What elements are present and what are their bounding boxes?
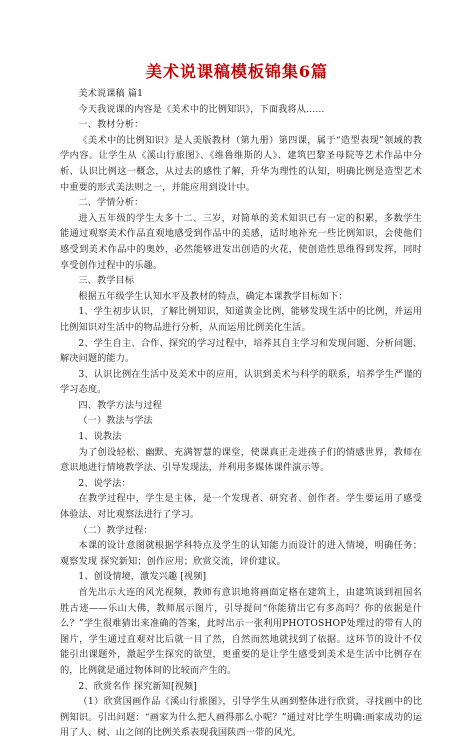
sub-heading: （二）教学过程： bbox=[78, 524, 153, 536]
document-body bbox=[60, 86, 422, 741]
section-heading: 三、教学目标 bbox=[78, 275, 135, 287]
sub-heading: 2、欣赏名作 探究新知[视频] bbox=[78, 680, 197, 692]
sub-heading: （一）教法与学法 bbox=[78, 415, 153, 427]
section-heading: 四、教学方法与过程 bbox=[78, 399, 162, 411]
paragraph: 进入五年级的学生大多十二、三岁，对简单的美术知识已有一定的积累，多数学生能通过观察美术作品直观地感受到作品中的美感，适时地补充一些比例知识，会使他们感受到美术作品中的奥妙，必然能够进发出创造的火花，使创造性思维得到发挥，同时享受创作过程中的乐趣。 bbox=[60, 212, 422, 271]
section-heading: 二、学情分析： bbox=[78, 197, 144, 209]
section-heading: 一、教材分析： bbox=[78, 119, 144, 131]
document-title: 美术说课稿模板锦集6篇 bbox=[145, 62, 329, 81]
sub-heading: 1、创设情境，激发兴趣 [视频] bbox=[78, 571, 207, 583]
paragraph: 为了创设轻松、幽默、充满智慧的课堂，使课真正走进孩子们的情感世界，教师在意识地进行情境教学法、引导发现法，并利用多媒体课件演示等。 bbox=[60, 446, 422, 474]
section-heading: 美术说课稿 篇1 bbox=[78, 88, 144, 99]
paragraph: 今天我说课的内容是《美术中的比例知识》，下面我将从…… bbox=[78, 103, 325, 115]
paragraph: 在教学过程中，学生是主体，是一个发现者、研究者、创作者。学生要运用了感受体验法、对比观察法进行了学习。 bbox=[60, 493, 422, 521]
paragraph: 1、学生初步认识，了解比例知识，知道黄金比例，能够发现生活中的比例，并运用比例知识对生活中的物品进行分析，从而运用比例美化生活。 bbox=[60, 306, 422, 333]
paragraph: 首先出示大连的风光视频，教师有意识地将画面定格在建筑上，由建筑谈到祖国名胜古迹——乐山大佛，教师展示图片，引导提问“你能猜出它有多高吗？你的依据是什么？”学生很难猜出来准确的答案，此时出示一张利用PHOTOSHOP处理过的带有人的图片，学生通过直观对比后就一目了然，自然而然地就找到了依据。这环节的设计不仅能引出课题外，激起学生探究的欲望，更重要的是让学生感受到美术是生活中比例存在的，比例就是通过物体间的比较而产生的。 bbox=[60, 587, 422, 676]
paragraph: 根据五年级学生认知水平及教材的特点，确定本课教学目标如下： bbox=[78, 290, 348, 302]
sub-heading: 1、说教法 bbox=[78, 431, 122, 443]
paragraph: 2、学生自主、合作、探究的学习过程中，培养其自主学习和发现问题、分析问题、解决问题的能力。 bbox=[60, 337, 422, 365]
paragraph: 本课的设计意图就根据学科特点及学生的认知能力而设计的进入情境，明确任务；观察发现 探究新知；创作应用；欣赏交流，评价建议。 bbox=[60, 540, 422, 567]
sub-heading: 2、说学法： bbox=[78, 477, 131, 489]
paragraph: 3、认识比例在生活中及美术中的应用，认识到美术与科学的联系，培养学生严谨的学习态度。 bbox=[60, 368, 422, 396]
paragraph: 《美术中的比例知识》是人美版教材（第九册）第四课，属于“造型表现”领域的教学内容。让学生从《溪山行旅图》、《维鲁维斯的人》、建筑巴黎圣母院等艺术作品中分析、认识比例这一概念，从过去的感性了解，升华为理性的认知，明确比例是造型艺术中重要的形式美法则之一，并能应用到设计中。 bbox=[60, 134, 422, 193]
paragraph: （1）欣赏国画作品《溪山行旅图》，引导学生从画到整体进行欣赏，寻找画中的比例知识。引出问题：“画家为什么把人画得那么小呢？”通过对比学生明确:画家成功的运用了人、树、山之间的比例关系表现我国陕西一带的风光。 bbox=[60, 696, 422, 739]
